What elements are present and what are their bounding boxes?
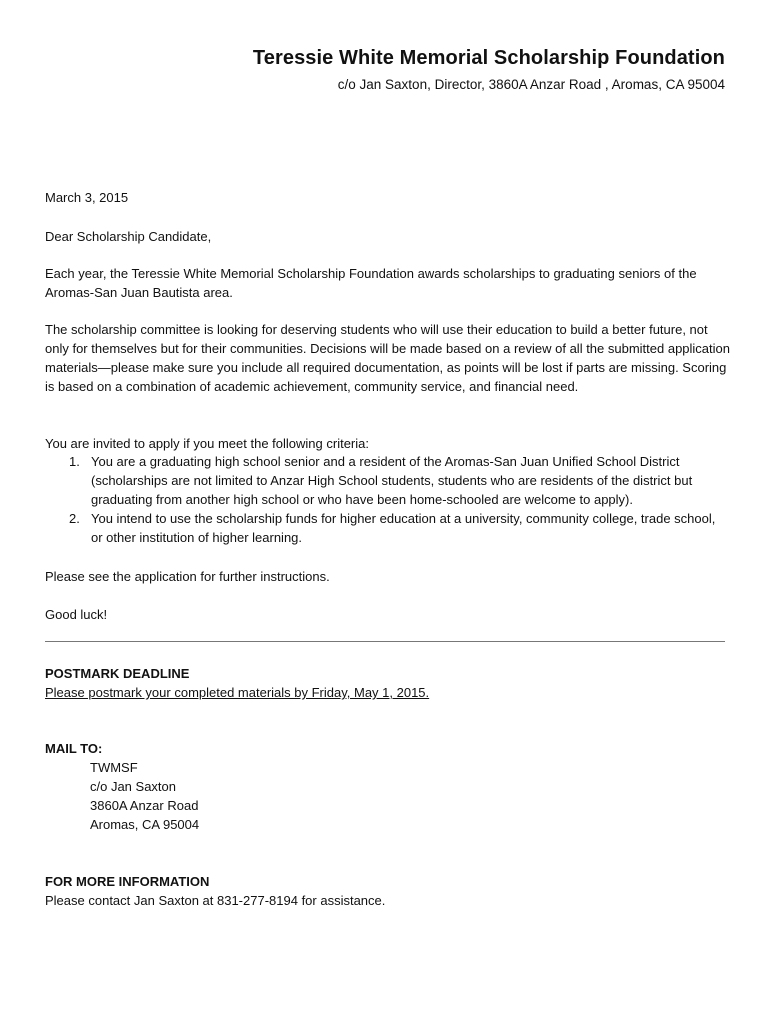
criteria-number: 1.: [69, 454, 80, 469]
deadline-text: Please postmark your completed materials by Friday, May 1, 2015.: [45, 685, 430, 700]
criteria-intro: You are invited to apply if you meet the following criteria:: [45, 436, 369, 451]
info-heading: FOR MORE INFORMATION: [45, 874, 210, 889]
section-divider: [45, 641, 725, 642]
mailing-address: [45, 758, 770, 834]
letter-date: March 3, 2015: [45, 190, 129, 205]
criteria-list: [45, 452, 725, 547]
mail-heading: MAIL TO:: [45, 741, 103, 756]
info-text: Please contact Jan Saxton at 831-277-8194 for assistance.: [45, 893, 386, 908]
organization-address: c/o Jan Saxton, Director, 3860A Anzar Road , Aromas, CA 95004: [337, 77, 725, 92]
intro-paragraph: Each year, the Teressie White Memorial Scholarship Foundation awards scholarships to graduating seniors of the Aromas-San Juan Bautista area.: [45, 266, 697, 300]
organization-title: Teressie White Memorial Scholarship Foundation: [252, 47, 725, 69]
mailing-address-line: TWMSF: [90, 760, 138, 775]
mailing-address-line: 3860A Anzar Road: [90, 798, 199, 813]
criteria-number: 2.: [69, 511, 80, 526]
instructions-text: Please see the application for further instructions.: [45, 569, 330, 584]
criteria-item: [45, 509, 725, 547]
criteria-text: You intend to use the scholarship funds for higher education at a university, community college, trade school, or other institution of higher learning.: [91, 511, 716, 545]
closing-text: Good luck!: [45, 607, 108, 622]
mailing-address-line: c/o Jan Saxton: [90, 779, 176, 794]
deadline-heading: POSTMARK DEADLINE: [45, 666, 190, 681]
mailing-address-line: Aromas, CA 95004: [90, 817, 200, 832]
letter-salutation: Dear Scholarship Candidate,: [45, 229, 212, 244]
committee-paragraph: The scholarship committee is looking for deserving students who will use their education to build a better future, not only for themselves but for their communities. Decisions will be made based on a review of all the submitted application materials—please make sure you include all required documentation, as points will be lost if parts are missing. Scoring is based on a combination of academic achievement, community service, and financial need.: [45, 322, 731, 394]
criteria-item: [45, 452, 725, 509]
criteria-text: You are a graduating high school senior and a resident of the Aromas-San Juan Unified School District (scholarships are not limited to Anzar High School students, students who are residents of the district but graduating from another high school or who have been home-schooled are welcome to apply).: [91, 454, 693, 507]
